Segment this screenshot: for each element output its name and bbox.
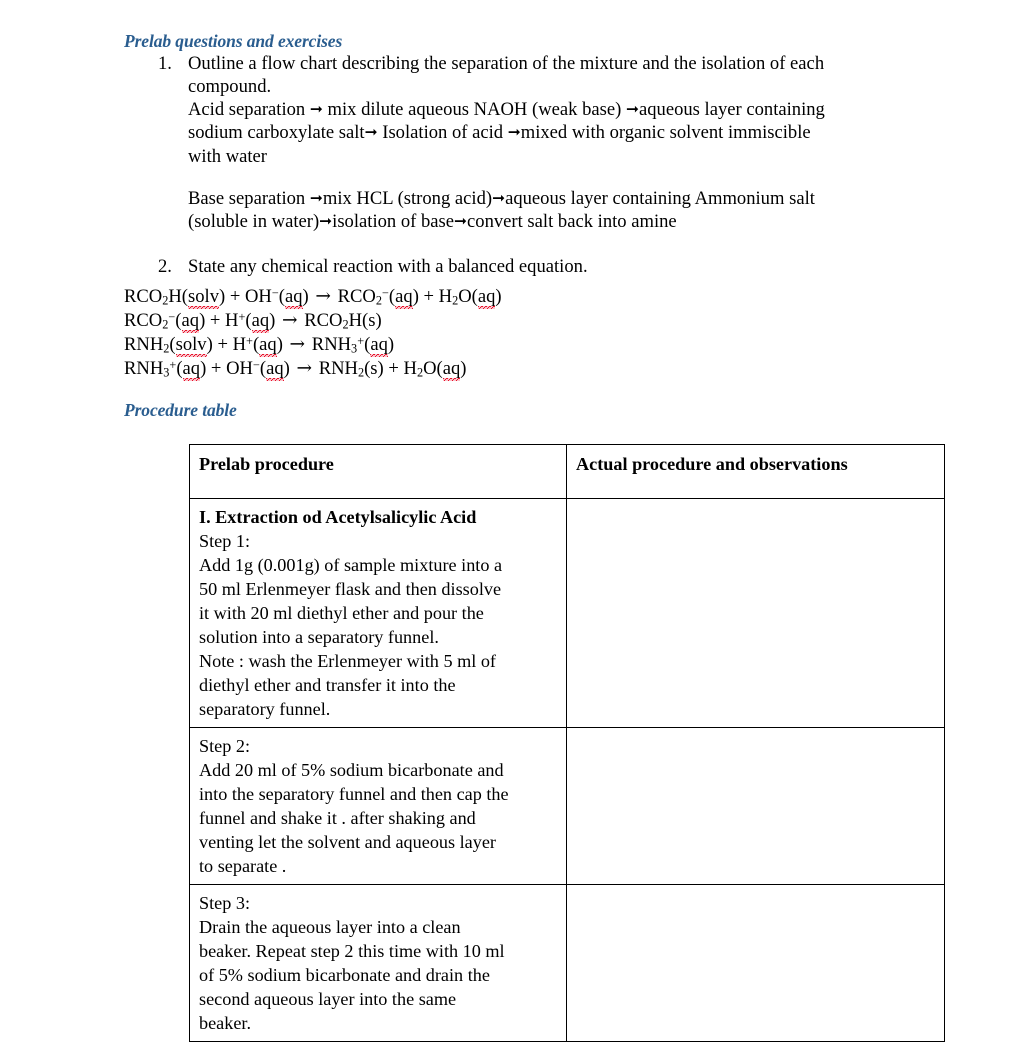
question-number: 1. [158, 53, 172, 74]
spellcheck-word: aq [181, 309, 200, 331]
spellcheck-word: aq [442, 357, 461, 379]
arrow-icon: ➞ [507, 123, 521, 142]
cell-line: Add 20 ml of 5% sodium bicarbonate and [199, 760, 504, 781]
prelab-procedure-cell [190, 885, 567, 1042]
question-number: 2. [158, 255, 172, 277]
questions-list [124, 52, 954, 278]
table-row [190, 728, 945, 885]
cell-line: venting let the solvent and aqueous layer [199, 832, 496, 853]
cell-line: Step 3: [199, 893, 251, 914]
procedure-table-heading: Procedure table [124, 400, 237, 420]
question-body [188, 52, 954, 233]
arrow-icon: ➞ [454, 211, 468, 230]
cell-line: of 5% sodium bicarbonate and drain the [199, 965, 490, 986]
spellcheck-word: solv [188, 286, 219, 307]
spellcheck-word: aq [370, 333, 388, 355]
question-line: compound. [188, 76, 272, 98]
question-item-1 [124, 52, 954, 233]
equation-line-4: $RNH_3^+(aq) + OH^-(aq) \to RNH_2(s) + H_2O(aq)$ [124, 357, 467, 380]
reaction-arrow-icon: → [315, 286, 331, 307]
cell-line: Drain the aqueous layer into a clean [199, 917, 461, 938]
prelab-procedure-cell [190, 728, 567, 885]
reaction-arrow-icon: → [282, 309, 298, 331]
equations-block [124, 285, 502, 381]
prelab-heading: Prelab questions and exercises [124, 31, 343, 51]
spellcheck-word: solv [175, 333, 207, 355]
reaction-arrow-icon: → [289, 333, 306, 355]
cell-line: separatory funnel. [199, 699, 331, 720]
observations-cell[interactable] [567, 728, 945, 885]
equation-line-2: $RCO_2^-(aq) + H^+(aq) \to RCO_2H(s)$ [124, 309, 382, 332]
spellcheck-word: aq [182, 357, 201, 379]
prelab-procedure-cell [190, 499, 567, 728]
cell-line: Step 2: [199, 736, 251, 757]
equation-line-3: $RNH_2(solv) + H^+(aq) \to RNH_3^+(aq)$ [124, 333, 395, 356]
column-header-prelab-procedure: Prelab procedure [190, 445, 567, 499]
table-row [190, 885, 945, 1042]
spellcheck-word: aq [477, 286, 496, 307]
observations-cell[interactable] [567, 499, 945, 728]
observations-cell[interactable] [567, 885, 945, 1042]
arrow-icon: ➞ [625, 100, 639, 119]
question-line: State any chemical reaction with a balanced equation. [188, 255, 588, 277]
answer-line: with water [188, 145, 267, 167]
cell-line: beaker. [199, 1013, 252, 1034]
equation-line-1: $RCO_2H(solv) + OH^-(aq) \to RCO_2^-(aq) + H_2O(aq)$ [124, 285, 502, 308]
spellcheck-word: aq [284, 286, 303, 307]
cell-line: it with 20 ml diethyl ether and pour the [199, 603, 484, 624]
cell-line: beaker. Repeat step 2 this time with 10 ml [199, 941, 505, 962]
spellcheck-word: aq [395, 286, 413, 307]
arrow-icon: ➞ [319, 211, 333, 230]
question-item-2 [124, 255, 954, 278]
cell-line: Add 1g (0.001g) of sample mixture into a [199, 555, 503, 576]
cell-line: solution into a separatory funnel. [199, 627, 439, 648]
cell-line: diethyl ether and transfer it into the [199, 675, 456, 696]
procedure-table [189, 444, 945, 1042]
arrow-icon: ➞ [309, 188, 323, 207]
cell-line: 50 ml Erlenmeyer flask and then dissolve [199, 579, 502, 600]
cell-line: second aqueous layer into the same [199, 989, 457, 1010]
question-body [188, 255, 954, 278]
question-line: Outline a flow chart describing the separation of the mixture and the isolation of each [188, 53, 825, 74]
answer-line: sodium carboxylate salt➞ Isolation of acid ➞mixed with organic solvent immiscible [188, 122, 811, 144]
cell-line: funnel and shake it . after shaking and [199, 808, 476, 829]
reaction-arrow-icon: → [296, 357, 313, 379]
answer-line: Base separation ➞mix HCL (strong acid)➞aqueous layer containing Ammonium salt [188, 187, 815, 209]
arrow-icon: ➞ [309, 100, 323, 119]
answer-line: (soluble in water)➞isolation of base➞convert salt back into amine [188, 210, 677, 232]
column-header-actual-procedure: Actual procedure and observations [567, 445, 945, 499]
spellcheck-word: aq [266, 357, 284, 379]
arrow-icon: ➞ [364, 123, 378, 142]
spellcheck-word: aq [251, 309, 270, 331]
cell-title: I. Extraction od Acetylsalicylic Acid [199, 507, 477, 527]
arrow-icon: ➞ [492, 188, 506, 207]
cell-line: Step 1: [199, 531, 251, 552]
spellcheck-word: aq [259, 333, 277, 355]
cell-line: to separate . [199, 856, 287, 877]
table-row [190, 499, 945, 728]
table-header-row [190, 445, 945, 499]
paragraph-spacer [188, 168, 954, 187]
cell-line: into the separatory funnel and then cap the [199, 784, 509, 805]
answer-line: Acid separation ➞ mix dilute aqueous NAOH (weak base) ➞aqueous layer containing [188, 99, 825, 121]
cell-line: Note : wash the Erlenmeyer with 5 ml of [199, 651, 496, 672]
